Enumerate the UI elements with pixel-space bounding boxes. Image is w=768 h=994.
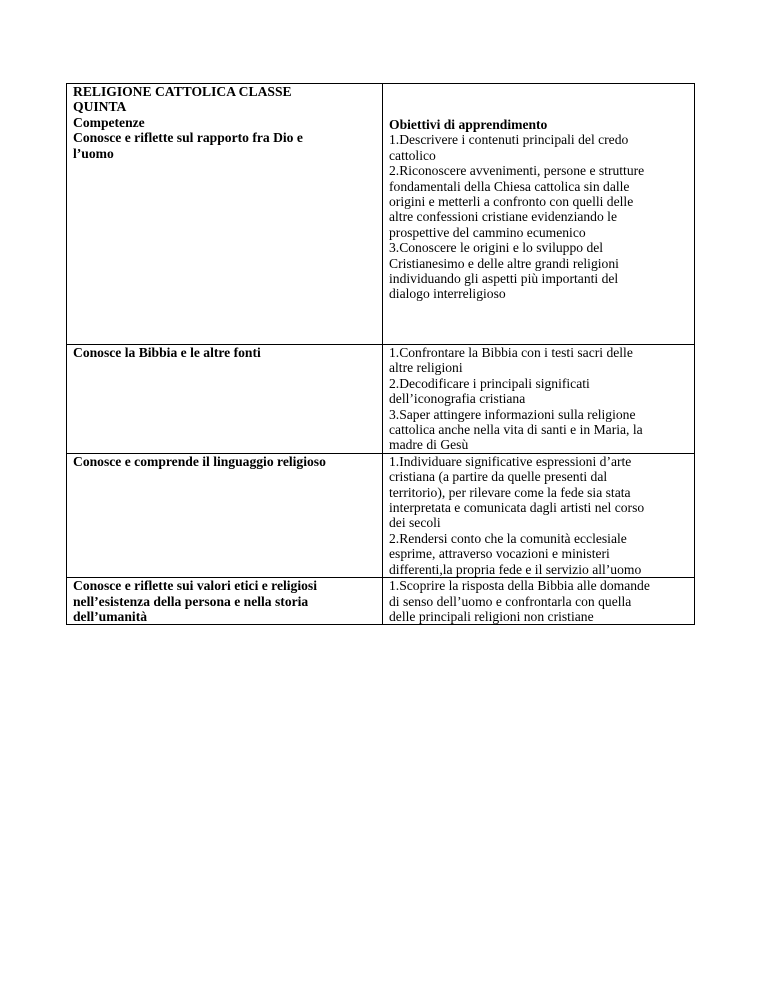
objective-text-line: territorio), per rilevare come la fede sia stata xyxy=(389,484,631,500)
objective-text-line: madre di Gesù xyxy=(389,437,469,453)
objectives-cell xyxy=(383,84,695,345)
curriculum-table xyxy=(66,83,695,625)
objectives-cell xyxy=(383,345,695,454)
objective-text-line: cattolica anche nella vita di santi e in Maria, la xyxy=(389,422,643,438)
objective-text-line: 1.Scoprire la risposta della Bibbia alle domande xyxy=(389,578,650,594)
competence-text-line: l’uomo xyxy=(73,145,114,161)
objective-text-line: differenti,la propria fede e il servizio all’uomo xyxy=(389,561,642,577)
objective-text-line: altre religioni xyxy=(389,360,463,376)
objective-text-line: cristiana (a partire da quelle presenti dal xyxy=(389,469,608,485)
objective-text-line: fondamentali della Chiesa cattolica sin dalle xyxy=(389,178,630,194)
objective-text-line: 3.Saper attingere informazioni sulla religione xyxy=(389,406,636,422)
competence-text-line: nell’esistenza della persona e nella storia xyxy=(73,593,309,609)
competence-cell xyxy=(67,84,383,345)
objective-text-line: altre confessioni cristiane evidenziando le xyxy=(389,209,617,225)
objectives-heading: Obiettivi di apprendimento xyxy=(389,117,548,132)
objective-text-line: 1.Individuare significative espressioni d’arte xyxy=(389,453,632,469)
objective-text-line: interpretata e comunicata dagli artisti nel corso xyxy=(389,500,645,516)
document-title-line: QUINTA xyxy=(73,99,127,115)
competence-text-line: dell’umanità xyxy=(73,608,148,624)
competence-cell xyxy=(67,345,383,454)
objective-text-line: dei secoli xyxy=(389,515,441,531)
table-row xyxy=(67,578,695,625)
objective-text-line: prospettive del cammino ecumenico xyxy=(389,224,586,240)
objective-text-line: 1.Confrontare la Bibbia con i testi sacri delle xyxy=(389,345,633,360)
objective-text-line: cattolico xyxy=(389,147,436,163)
objective-text-line: 2.Rendersi conto che la comunità ecclesiale xyxy=(389,530,627,546)
competence-text-line: Conosce e comprende il linguaggio religioso xyxy=(73,453,326,469)
competence-cell xyxy=(67,578,383,625)
objective-text-line: 3.Conoscere le origini e lo sviluppo del xyxy=(389,240,604,256)
objectives-cell xyxy=(383,453,695,577)
objective-text-line: 2.Decodificare i principali significati xyxy=(389,375,590,391)
objective-text-line: esprime, attraverso vocazioni e ministeri xyxy=(389,546,610,562)
competenze-label: Competenze xyxy=(73,114,145,130)
competence-text-line: Conosce e riflette sul rapporto fra Dio e xyxy=(73,130,303,146)
objective-text-line: 2.Riconoscere avvenimenti, persone e strutture xyxy=(389,163,645,179)
objective-text-line: dell’iconografia cristiana xyxy=(389,391,526,407)
table-row xyxy=(67,453,695,577)
table-row xyxy=(67,345,695,454)
objective-text-line: delle principali religioni non cristiane xyxy=(389,608,594,624)
competence-text-line: Conosce e riflette sui valori etici e religiosi xyxy=(73,578,317,594)
objective-text-line: di senso dell’uomo e confrontarla con quella xyxy=(389,593,632,609)
competence-cell xyxy=(67,453,383,577)
competence-text-line: Conosce la Bibbia e le altre fonti xyxy=(73,345,261,360)
document-title-line: RELIGIONE CATTOLICA CLASSE xyxy=(73,84,292,99)
objective-text-line: 1.Descrivere i contenuti principali del credo xyxy=(389,132,629,148)
table-row xyxy=(67,84,695,345)
objective-text-line: origini e metterli a confronto con quelli delle xyxy=(389,194,634,210)
objective-text-line: dialogo interreligioso xyxy=(389,286,506,302)
objectives-cell xyxy=(383,578,695,625)
objective-text-line: individuando gli aspetti più importanti del xyxy=(389,271,619,287)
objective-text-line: Cristianesimo e delle altre grandi religioni xyxy=(389,255,619,271)
